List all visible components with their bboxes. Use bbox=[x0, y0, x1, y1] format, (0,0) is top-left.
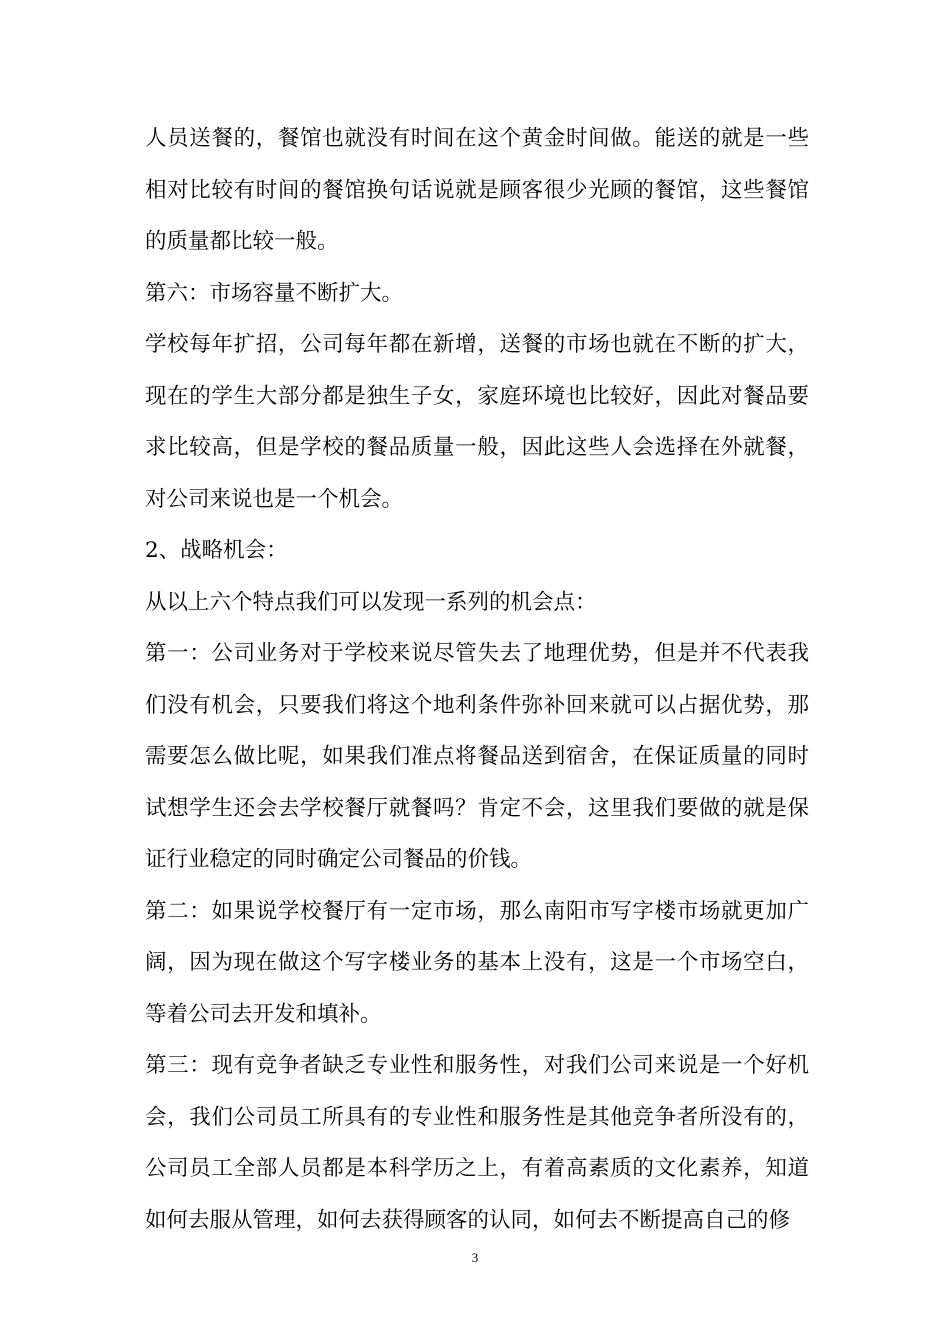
page-number: 3 bbox=[471, 1250, 479, 1265]
paragraph-first-point: 第一：公司业务对于学校来说尽管失去了地理优势，但是并不代表我们没有机会，只要我们将这个地利条件弥补回来就可以占据优势，那需要怎么做比呢，如果我们准点将餐品送到宿舍，在保证质量的同时试想学生还会去学校餐厅就餐吗？肯定不会，这里我们要做的就是保证行业稳定的同时确定公司餐品的价钱。 bbox=[145, 641, 809, 872]
paragraph-market-capacity: 学校每年扩招，公司每年都在新增，送餐的市场也就在不断的扩大，现在的学生大部分都是独生子女，家庭环境也比较好，因此对餐品要求比较高，但是学校的餐品质量一般，因此这些人会选择在外就餐，对公司来说也是一个机会。 bbox=[145, 332, 809, 512]
paragraph-second-point: 第二：如果说学校餐厅有一定市场，那么南阳市写字楼市场就更加广阔，因为现在做这个写字楼业务的基本上没有，这是一个市场空白，等着公司去开发和填补。 bbox=[145, 898, 809, 1027]
body-text bbox=[145, 113, 809, 1246]
paragraph-third-point: 第三：现有竞争者缺乏专业性和服务性，对我们公司来说是一个好机会，我们公司员工所具有的专业性和服务性是其他竞争者所没有的，公司员工全部人员都是本科学历之上，有着高素质的文化素养，知道如何去服从管理，如何去获得顾客的认同，如何去不断提高自己的修 bbox=[145, 1053, 809, 1233]
paragraph-continuation: 人员送餐的，餐馆也就没有时间在这个黄金时间做。能送的就是一些相对比较有时间的餐馆换句话说就是顾客很少光顾的餐馆，这些餐馆的质量都比较一般。 bbox=[145, 126, 809, 254]
paragraph-heading-sixth: 第六：市场容量不断扩大。 bbox=[145, 280, 404, 306]
paragraph-intro-opportunities: 从以上六个特点我们可以发现一系列的机会点： bbox=[145, 589, 597, 615]
section-heading-strategic-opportunity: 2、战略机会： bbox=[145, 538, 288, 563]
